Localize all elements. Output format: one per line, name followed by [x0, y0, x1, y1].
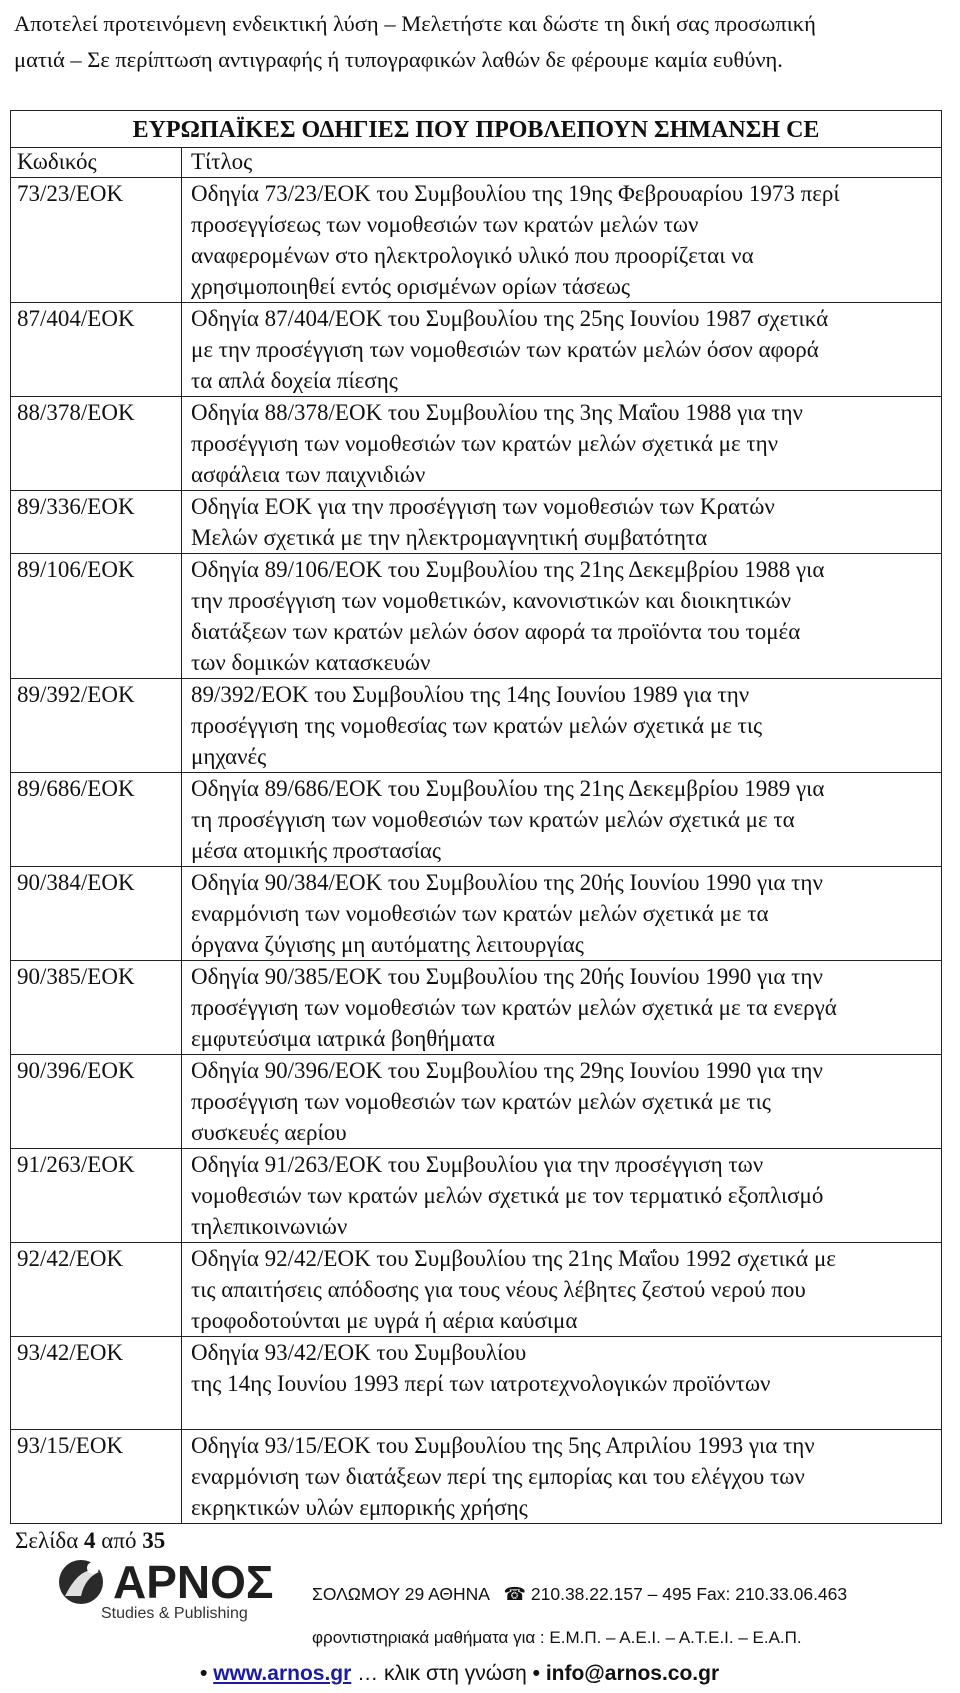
- directive-title: Οδηγία 73/23/ΕΟΚ του Συμβουλίου της 19ης Φεβρουαρίου 1973 περί προσεγγίσεως των νομοθεσιών των κρατών μελών των αναφερομένων στο ηλεκτρολογικό υλικό που προορίζεται να χρησιμοποιηθεί εντός ορισμένων ορίων τάσεως: [182, 178, 942, 303]
- directive-code: 89/336/ΕΟΚ: [11, 491, 182, 554]
- address-line: [312, 1584, 847, 1605]
- directive-title: Οδηγία 89/686/ΕΟΚ του Συμβουλίου της 21ης Δεκεμβρίου 1989 για τη προσέγγιση των νομοθεσιών των κρατών μελών σχετικά με τα μέσα ατομικής προστασίας: [182, 773, 942, 867]
- table-row: [11, 1430, 942, 1524]
- directive-code: 73/23/ΕΟΚ: [11, 178, 182, 303]
- page-total: 35: [142, 1528, 166, 1553]
- table-row: [11, 1337, 942, 1430]
- directive-title: Οδηγία 90/385/ΕΟΚ του Συμβουλίου της 20ής Ιουνίου 1990 για την προσέγγιση των νομοθεσιών των κρατών μελών σχετικά με τα ενεργά εμφυτεύσιμα ιατρικά βοηθήματα: [182, 961, 942, 1055]
- directive-code: 89/392/ΕΟΚ: [11, 679, 182, 773]
- website-link[interactable]: www.arnos.gr: [213, 1662, 352, 1685]
- table-row: [11, 773, 942, 867]
- directives-table: [10, 110, 942, 1524]
- bullet: •: [200, 1662, 208, 1685]
- directive-title: Οδηγία 87/404/ΕΟΚ του Συμβουλίου της 25ης Ιουνίου 1987 σχετικά με την προσέγγιση των νομοθεσιών των κρατών μελών όσον αφορά τα απλά δοχεία πίεσης: [182, 303, 942, 397]
- address: ΣΟΛΩΜΟΥ 29 ΑΘΗΝΑ: [312, 1584, 489, 1604]
- directive-title: Οδηγία 90/384/ΕΟΚ του Συμβουλίου της 20ής Ιουνίου 1990 για την εναρμόνιση των νομοθεσιών των κρατών μελών σχετικά με τα όργανα ζύγισης μη αυτόματης λειτουργίας: [182, 867, 942, 961]
- courses-line: φροντιστηριακά μαθήματα για : Ε.Μ.Π. – Α.Ε.Ι. – Α.Τ.Ε.Ι. – Ε.Α.Π.: [312, 1628, 802, 1647]
- arnos-logo: [55, 1552, 285, 1622]
- directive-title: 89/392/ΕΟΚ του Συμβουλίου της 14ης Ιουνίου 1989 για την προσέγγιση της νομοθεσίας των κρατών μελών σχετικά με τις μηχανές: [182, 679, 942, 773]
- table-row: [11, 303, 942, 397]
- directive-title: Οδηγία 93/15/ΕΟΚ του Συμβουλίου της 5ης Απριλίου 1993 για την εναρμόνιση των διατάξεων περί της εμπορίας και του ελέγχου των εκρηκτικών υλών εμπορικής χρήσης: [182, 1430, 942, 1524]
- table-row: [11, 1055, 942, 1149]
- table-title-row: [11, 111, 942, 148]
- directive-title: Οδηγία ΕΟΚ για την προσέγγιση των νομοθεσιών των Κρατών Μελών σχετικά με την ηλεκτρομαγνητική συμβατότητα: [182, 491, 942, 554]
- directive-code: 89/106/ΕΟΚ: [11, 554, 182, 679]
- disclaimer-text: Αποτελεί προτεινόμενη ενδεικτική λύση – Μελετήστε και δώστε τη δική σας προσωπική ματιά – Σε περίπτωση αντιγραφής ή τυπογραφικών λαθών δε φέρουμε καμία ευθύνη.: [14, 11, 816, 72]
- table-row: [11, 1149, 942, 1243]
- directive-code: 89/686/ΕΟΚ: [11, 773, 182, 867]
- telephone-icon: ☎: [503, 1584, 527, 1604]
- logo-subtitle: Studies & Publishing: [101, 1605, 248, 1622]
- directive-title: Οδηγία 93/42/ΕΟΚ του Συμβουλίου της 14ης Ιουνίου 1993 περί των ιατροτεχνολογικών προϊόντων: [182, 1337, 942, 1430]
- directive-code: 93/42/ΕΟΚ: [11, 1337, 182, 1430]
- page-mid: από: [95, 1528, 143, 1553]
- logo-wordmark: ΑΡΝΟΣ: [113, 1556, 274, 1608]
- directive-title: Οδηγία 92/42/ΕΟΚ του Συμβουλίου της 21ης Μαΐου 1992 σχετικά με τις απαιτήσεις απόδοσης για τους νέους λέβητες ζεστού νερού που τροφοδοτούνται με υγρά ή αέρια καύσιμα: [182, 1243, 942, 1337]
- table-row: [11, 679, 942, 773]
- table-row: [11, 178, 942, 303]
- contact-line: [200, 1662, 719, 1686]
- bullet: •: [532, 1662, 540, 1685]
- column-header-title: Τίτλος: [182, 148, 942, 178]
- directive-code: 88/378/ΕΟΚ: [11, 397, 182, 491]
- table-row: [11, 867, 942, 961]
- directive-title: Οδηγία 91/263/ΕΟΚ του Συμβουλίου για την προσέγγιση των νομοθεσιών των κρατών μελών σχετικά με τον τερματικό εξοπλισμό τηλεπικοινωνιών: [182, 1149, 942, 1243]
- directive-code: 90/396/ΕΟΚ: [11, 1055, 182, 1149]
- directive-code: 91/263/ΕΟΚ: [11, 1149, 182, 1243]
- column-header-code: Κωδικός: [11, 148, 182, 178]
- directive-title: Οδηγία 90/396/ΕΟΚ του Συμβουλίου της 29ης Ιουνίου 1990 για την προσέγγιση των νομοθεσιών των κρατών μελών σχετικά με τις συσκευές αερίου: [182, 1055, 942, 1149]
- table-row: [11, 961, 942, 1055]
- email-link[interactable]: info@arnos.co.gr: [545, 1662, 720, 1685]
- directive-title: Οδηγία 89/106/ΕΟΚ του Συμβουλίου της 21ης Δεκεμβρίου 1988 για την προσέγγιση των νομοθετικών, κανονιστικών και διοικητικών διατάξεων των κρατών μελών όσον αφορά τα προϊόντα του τομέα των δομικών κατασκευών: [182, 554, 942, 679]
- directive-code: 87/404/ΕΟΚ: [11, 303, 182, 397]
- directive-code: 90/384/ΕΟΚ: [11, 867, 182, 961]
- table-row: [11, 554, 942, 679]
- page-number: [15, 1528, 165, 1554]
- phone-fax: 210.38.22.157 – 495 Fax: 210.33.06.463: [530, 1584, 848, 1604]
- page-prefix: Σελίδα: [15, 1528, 85, 1553]
- table-row: [11, 397, 942, 491]
- table-row: [11, 1243, 942, 1337]
- page-current: 4: [84, 1528, 96, 1553]
- table-row: [11, 491, 942, 554]
- tagline: … κλικ στη γνώση: [351, 1662, 533, 1685]
- table-title: ΕΥΡΩΠΑΪΚΕΣ ΟΔΗΓΙΕΣ ΠΟΥ ΠΡΟΒΛΕΠΟΥΝ ΣΗΜΑΝΣΗ CE: [11, 111, 942, 148]
- directive-title: Οδηγία 88/378/ΕΟΚ του Συμβουλίου της 3ης Μαΐου 1988 για την προσέγγιση των νομοθεσιών των κρατών μελών σχετικά με την ασφάλεια των παιχνιδιών: [182, 397, 942, 491]
- table-header-row: [11, 148, 942, 178]
- directive-code: 90/385/ΕΟΚ: [11, 961, 182, 1055]
- directive-code: 92/42/ΕΟΚ: [11, 1243, 182, 1337]
- directive-code: 93/15/ΕΟΚ: [11, 1430, 182, 1524]
